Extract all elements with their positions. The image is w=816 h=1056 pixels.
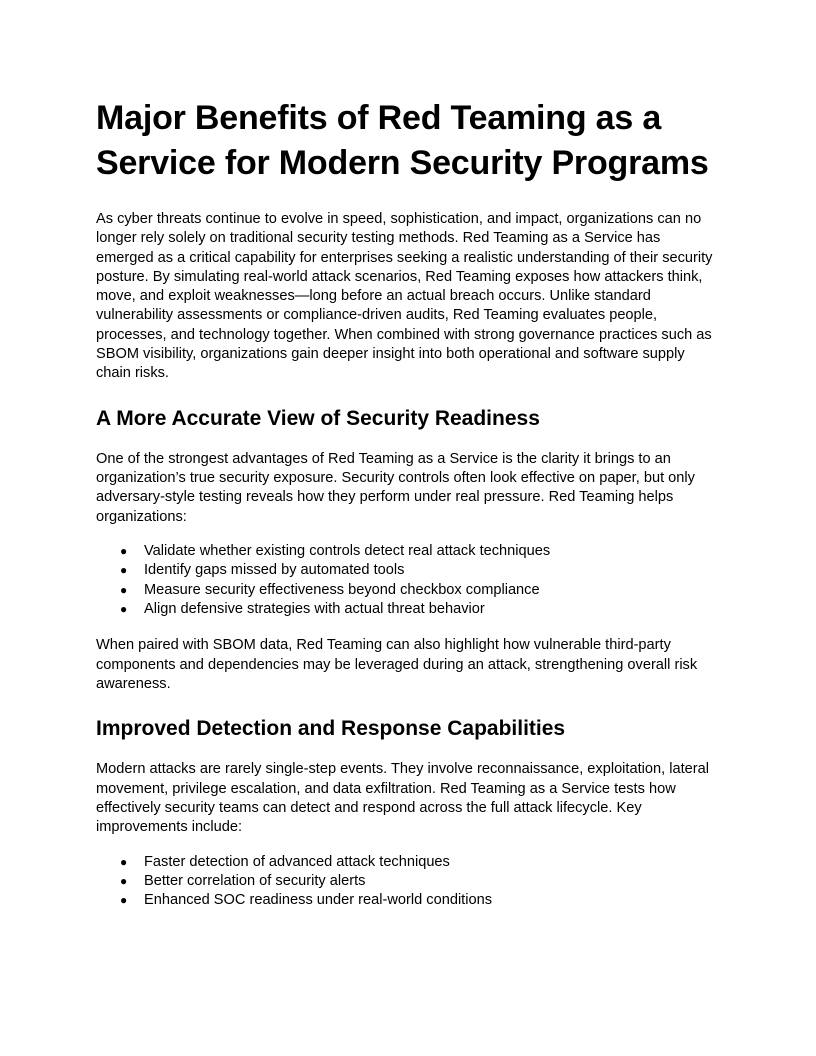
list-item-text: Enhanced SOC readiness under real-world conditions: [144, 892, 493, 909]
bullet-icon: ●: [120, 602, 128, 617]
bullet-icon: ●: [120, 854, 128, 869]
list-item: [96, 542, 720, 561]
list-item: [96, 891, 720, 910]
bullet-list-readiness: [96, 542, 720, 620]
section-paragraph-detection: Modern attacks are rarely single-step events. They involve reconnaissance, exploitation, lateral movement, privilege escalation, and data exfiltration. Red Teaming as a Service tests how effectively security teams can detect and respond across the full attack lifecycle. Key improvements include:: [96, 761, 709, 836]
list-item-text: Better correlation of security alerts: [144, 872, 366, 889]
section-paragraph-readiness: One of the strongest advantages of Red Teaming as a Service is the clarity it brings to an organization’s true security exposure. Security controls often look effective on paper, but only adversary-style testing reveals how they perform under real pressure. Red Teaming helps organizations:: [96, 450, 695, 525]
list-item: [96, 872, 720, 891]
list-item: [96, 600, 720, 619]
intro-paragraph: As cyber threats continue to evolve in speed, sophistication, and impact, organizations can no longer rely solely on traditional security testing methods. Red Teaming as a Service has emerged as a critical capability for enterprises seeking a realistic understanding of their security posture. By simulating real-world attack scenarios, Red Teaming exposes how attackers think, move, and exploit weaknesses—long before an actual breach occurs. Unlike standard vulnerability assessments or compliance-driven audits, Red Teaming evaluates people, processes, and technology together. When combined with strong governance practices such as SBOM visibility, organizations gain deeper insight into both operational and software supply chain risks.: [96, 211, 713, 382]
bullet-icon: ●: [120, 893, 128, 908]
list-item-text: Identify gaps missed by automated tools: [144, 562, 405, 579]
list-item: [96, 581, 720, 600]
list-item: [96, 561, 720, 580]
bullet-icon: ●: [120, 543, 128, 558]
bullet-icon: ●: [120, 563, 128, 578]
bullet-icon: ●: [120, 873, 128, 888]
list-item-text: Align defensive strategies with actual threat behavior: [144, 601, 485, 618]
section-heading-readiness: A More Accurate View of Security Readiness: [96, 406, 540, 430]
section-heading-detection: Improved Detection and Response Capabilities: [96, 717, 566, 741]
list-item-text: Validate whether existing controls detect real attack techniques: [144, 542, 551, 559]
document-title: Major Benefits of Red Teaming as a Service for Modern Security Programs: [96, 99, 709, 182]
list-item-text: Measure security effectiveness beyond checkbox compliance: [144, 581, 540, 598]
bullet-list-detection: [96, 853, 720, 911]
bullet-icon: ●: [120, 582, 128, 597]
list-item-text: Faster detection of advanced attack techniques: [144, 853, 450, 870]
document-page: [96, 96, 720, 930]
section-closing-readiness: When paired with SBOM data, Red Teaming can also highlight how vulnerable third-party components and dependencies may be leveraged during an attack, strengthening overall risk awareness.: [96, 637, 698, 693]
list-item: [96, 853, 720, 872]
